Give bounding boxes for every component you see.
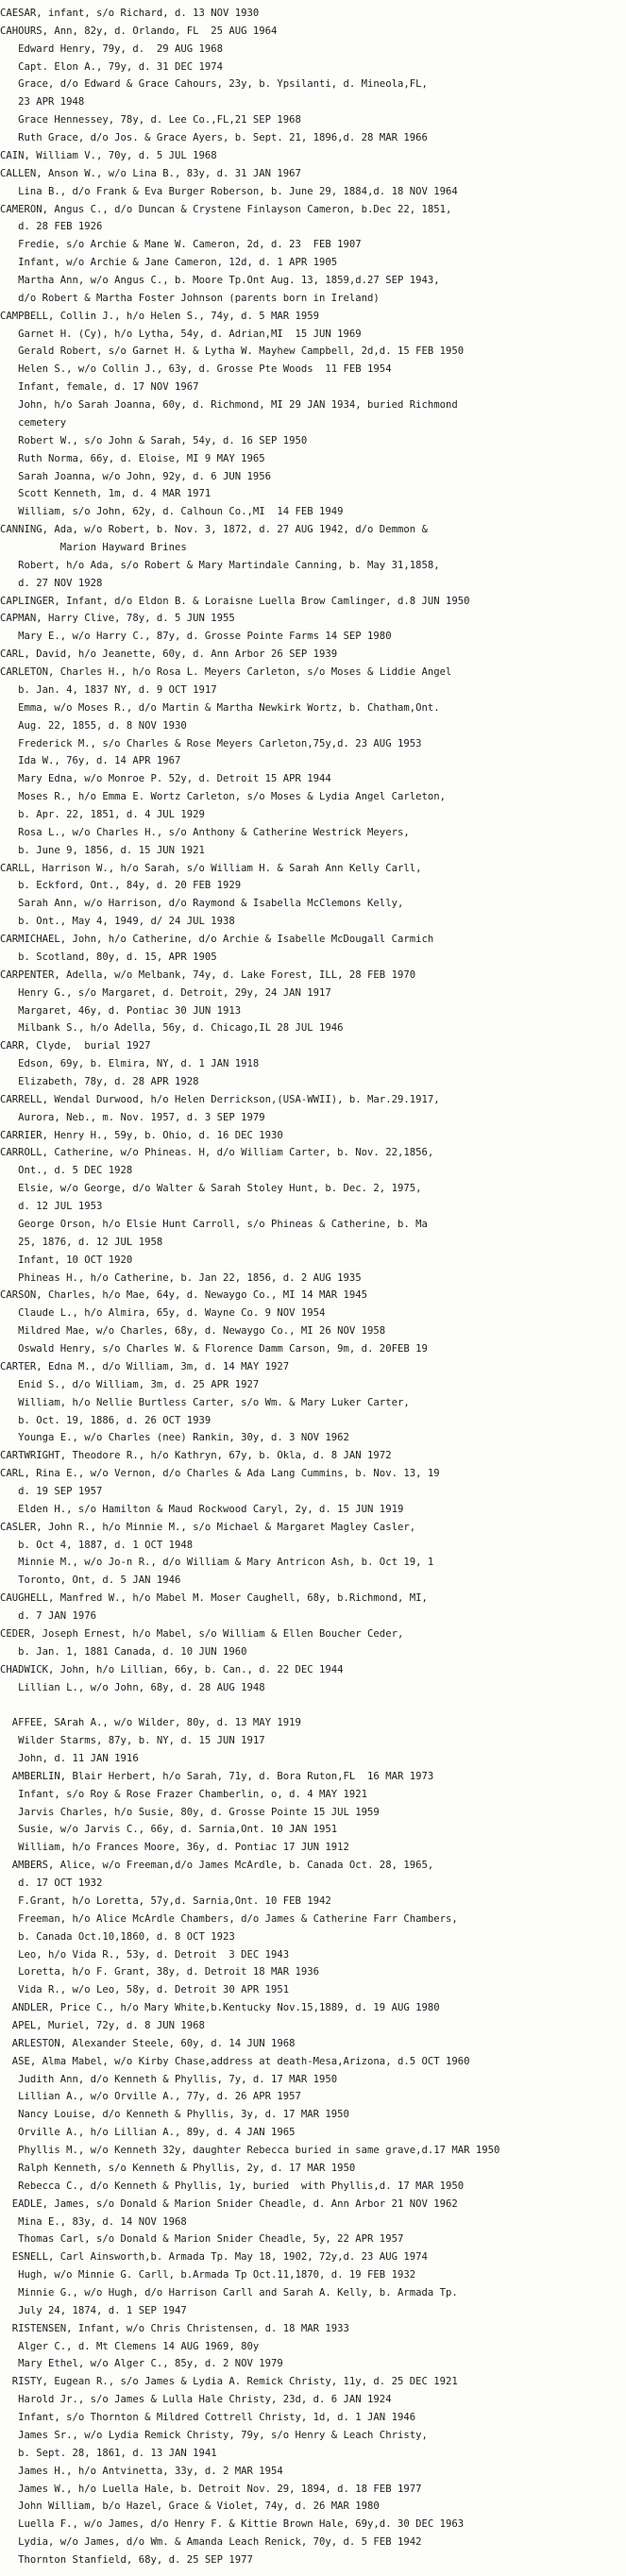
entry-line: Rosa L., w/o Charles H., s/o Anthony & Catherine Westrick Meyers,	[0, 827, 410, 838]
entry-line: Infant, w/o Archie & Jane Cameron, 12d, d. 1 APR 1905	[0, 257, 338, 268]
entry-line: AMBERS, Alice, w/o Freeman,d/o James McArdle, b. Canada Oct. 28, 1965,	[0, 1860, 434, 1871]
entry-line: CAUGHELL, Manfred W., h/o Mabel M. Moser Caughell, 68y, b.Richmond, MI,	[0, 1592, 428, 1604]
entry-line: Grace, d/o Edward & Grace Cahours, 23y, b. Ypsilanti, d. Mineola,FL,	[0, 78, 428, 90]
entry-line: Jarvis Charles, h/o Susie, 80y, d. Grosse Pointe 15 JUL 1959	[0, 1807, 380, 1818]
entry-line: Phyllis M., w/o Kenneth 32y, daughter Rebecca buried in same grave,d.17 MAR 1950	[0, 2145, 500, 2156]
entry-line: Lina B., d/o Frank & Eva Burger Roberson, b. June 29, 1884,d. 18 NOV 1964	[0, 186, 458, 197]
entry-line: RISTY, Eugean R., s/o James & Lydia A. Remick Christy, 11y, d. 25 DEC 1921	[0, 2376, 458, 2387]
entry-line: CALLEN, Anson W., w/o Lina B., 83y, d. 31 JAN 1967	[0, 168, 301, 179]
entry-line: Infant, 10 OCT 1920	[0, 1254, 133, 1266]
entry-line: Frederick M., s/o Charles & Rose Meyers Carleton,75y,d. 23 AUG 1953	[0, 738, 422, 749]
entry-line: Moses R., h/o Emma E. Wortz Carleton, s/o Moses & Lydia Angel Carleton,	[0, 791, 446, 802]
entry-line: Sarah Ann, w/o Harrison, d/o Raymond & Isabella McClemons Kelly,	[0, 898, 404, 909]
entry-line: CHADWICK, John, h/o Lillian, 66y, b. Can., d. 22 DEC 1944	[0, 1664, 344, 1675]
entry-line: CASLER, John R., h/o Minnie M., s/o Michael & Margaret Magley Casler,	[0, 1522, 416, 1533]
entry-line: cemetery	[0, 417, 67, 429]
entry-line: Loretta, h/o F. Grant, 38y, d. Detroit 18 MAR 1936	[0, 1966, 320, 1978]
entry-line: Alger C., d. Mt Clemens 14 AUG 1969, 80y	[0, 2341, 260, 2352]
entry-line: b. Oct. 19, 1886, d. 26 OCT 1939	[0, 1415, 211, 1426]
entry-line: Wilder Starms, 87y, b. NY, d. 15 JUN 1917	[0, 1735, 265, 1746]
entry-line: Thomas Carl, s/o Donald & Marion Snider Cheadle, 5y, 22 APR 1957	[0, 2233, 404, 2245]
entry-line: Mina E., 83y, d. 14 NOV 1968	[0, 2216, 187, 2228]
entry-line: Enid S., d/o William, 3m, d. 25 APR 1927	[0, 1379, 260, 1390]
entry-line: CANNING, Ada, w/o Robert, b. Nov. 3, 1872, d. 27 AUG 1942, d/o Demmon &	[0, 524, 428, 535]
entry-line: Phineas H., h/o Catherine, b. Jan 22, 1856, d. 2 AUG 1935	[0, 1272, 362, 1284]
entry-line: Aurora, Neb., m. Nov. 1957, d. 3 SEP 1979	[0, 1112, 265, 1123]
entry-line: Edson, 69y, b. Elmira, NY, d. 1 JAN 1918	[0, 1058, 260, 1069]
entry-line: Thornton Stanfield, 68y, d. 25 SEP 1977	[0, 2554, 253, 2566]
entry-line	[0, 1697, 626, 1712]
entry-line: 25, 1876, d. 12 JUL 1958	[0, 1237, 163, 1248]
entry-line: CARPENTER, Adella, w/o Melbank, 74y, d. Lake Forest, ILL, 28 FEB 1970	[0, 969, 416, 981]
entry-line: Fredie, s/o Archie & Mane W. Cameron, 2d, d. 23 FEB 1907	[0, 239, 362, 250]
entry-line: ESNELL, Carl Ainsworth,b. Armada Tp. May 18, 1902, 72y,d. 23 AUG 1974	[0, 2251, 428, 2263]
entry-line: CARR, Clyde, burial 1927	[0, 1040, 151, 1052]
entry-line: CAESAR, infant, s/o Richard, d. 13 NOV 1930	[0, 8, 260, 19]
entry-line: b. Sept. 28, 1861, d. 13 JAN 1941	[0, 2448, 217, 2459]
entry-line: CARTER, Edna M., d/o William, 3m, d. 14 MAY 1927	[0, 1361, 290, 1372]
entry-line: Milbank S., h/o Adella, 56y, d. Chicago,IL 28 JUL 1946	[0, 1022, 344, 1034]
entry-line: d. 27 NOV 1928	[0, 578, 103, 589]
entry-line: Emma, w/o Moses R., d/o Martin & Martha Newkirk Wortz, b. Chatham,Ont.	[0, 702, 440, 714]
entry-line: CAPMAN, Harry Clive, 78y, d. 5 JUN 1955	[0, 613, 235, 624]
entry-line: CARLL, Harrison W., h/o Sarah, s/o William H. & Sarah Ann Kelly Carll,	[0, 863, 422, 874]
entry-line: Hugh, w/o Minnie G. Carll, b.Armada Tp Oct.11,1870, d. 19 FEB 1932	[0, 2269, 416, 2281]
entry-line: b. Ont., May 4, 1949, d/ 24 JUL 1938	[0, 916, 235, 927]
entry-line: b. Jan. 4, 1837 NY, d. 9 OCT 1917	[0, 684, 217, 696]
entry-line: John, h/o Sarah Joanna, 60y, d. Richmond, MI 29 JAN 1934, buried Richmond	[0, 399, 458, 411]
entry-line: Sarah Joanna, w/o John, 92y, d. 6 JUN 1956	[0, 471, 272, 482]
entry-line: William, s/o John, 62y, d. Calhoun Co.,MI 14 FEB 1949	[0, 506, 344, 517]
entry-line: Infant, s/o Roy & Rose Frazer Chamberlin, o, d. 4 MAY 1921	[0, 1789, 368, 1800]
entry-line: Lydia, w/o James, d/o Wm. & Amanda Leach Renick, 70y, d. 5 FEB 1942	[0, 2536, 422, 2548]
entry-line: CAMERON, Angus C., d/o Duncan & Crystene Finlayson Cameron, b.Dec 22, 1851,	[0, 204, 452, 215]
entry-line: Vida R., w/o Leo, 58y, d. Detroit 30 APR 1951	[0, 1984, 290, 1995]
entry-line: Orville A., h/o Lillian A., 89y, d. 4 JAN 1965	[0, 2127, 296, 2138]
entry-line: CARMICHAEL, John, h/o Catherine, d/o Archie & Isabelle McDougall Carmich	[0, 934, 434, 945]
entry-line: Susie, w/o Jarvis C., 66y, d. Sarnia,Ont. 10 JAN 1951	[0, 1824, 338, 1835]
entry-line: Aug. 22, 1855, d. 8 NOV 1930	[0, 720, 187, 732]
entry-line: James Sr., w/o Lydia Remick Christy, 79y, s/o Henry & Leach Christy,	[0, 2430, 428, 2441]
entry-line: Mary E., w/o Harry C., 87y, d. Grosse Pointe Farms 14 SEP 1980	[0, 631, 392, 642]
entry-line: Harold Jr., s/o James & Lulla Hale Christy, 23d, d. 6 JAN 1924	[0, 2394, 392, 2405]
entry-line: AMBERLIN, Blair Herbert, h/o Sarah, 71y, d. Bora Ruton,FL 16 MAR 1973	[0, 1771, 434, 1782]
entry-line: b. Eckford, Ont., 84y, d. 20 FEB 1929	[0, 880, 242, 891]
entry-line: Mildred Mae, w/o Charles, 68y, d. Newaygo Co., MI 26 NOV 1958	[0, 1325, 386, 1337]
entry-line: ANDLER, Price C., h/o Mary White,b.Kentucky Nov.15,1889, d. 19 AUG 1980	[0, 2002, 440, 2013]
entry-line: Margaret, 46y, d. Pontiac 30 JUN 1913	[0, 1005, 242, 1017]
entry-line: CAPLINGER, Infant, d/o Eldon B. & Loraisne Luella Brow Camlinger, d.8 JUN 1950	[0, 596, 470, 607]
entry-line: Mary Ethel, w/o Alger C., 85y, d. 2 NOV 1979	[0, 2358, 283, 2369]
entry-line: Ruth Grace, d/o Jos. & Grace Ayers, b. Sept. 21, 1896,d. 28 MAR 1966	[0, 132, 428, 143]
entry-line: Garnet H. (Cy), h/o Lytha, 54y, d. Adrian,MI 15 JUN 1969	[0, 328, 362, 340]
entry-line: CAHOURS, Ann, 82y, d. Orlando, FL 25 AUG 1964	[0, 25, 278, 37]
entry-line: CARLETON, Charles H., h/o Rosa L. Meyers Carleton, s/o Moses & Liddie Angel	[0, 666, 452, 678]
entry-line: F.Grant, h/o Loretta, 57y,d. Sarnia,Ont. 10 FEB 1942	[0, 1895, 331, 1907]
entry-line: Oswald Henry, s/o Charles W. & Florence Damm Carson, 9m, d. 20FEB 19	[0, 1343, 428, 1355]
entry-line: ASE, Alma Mabel, w/o Kirby Chase,address at death-Mesa,Arizona, d.5 OCT 1960	[0, 2056, 470, 2067]
entry-line: Ont., d. 5 DEC 1928	[0, 1165, 133, 1176]
entry-line: b. Apr. 22, 1851, d. 4 JUL 1929	[0, 809, 205, 820]
entry-line: b. Oct 4, 1887, d. 1 OCT 1948	[0, 1540, 194, 1551]
entry-line: d. 12 JUL 1953	[0, 1201, 103, 1212]
entry-line: Edward Henry, 79y, d. 29 AUG 1968	[0, 43, 223, 55]
entry-line: d/o Robert & Martha Foster Johnson (parents born in Ireland)	[0, 293, 380, 304]
entry-line: Elden H., s/o Hamilton & Maud Rockwood Caryl, 2y, d. 15 JUN 1919	[0, 1504, 404, 1515]
entry-line: Lillian L., w/o John, 68y, d. 28 AUG 1948	[0, 1682, 265, 1693]
entry-line: d. 7 JAN 1976	[0, 1610, 97, 1622]
entry-line: Claude L., h/o Almira, 65y, d. Wayne Co. 9 NOV 1954	[0, 1307, 326, 1319]
entry-line: ARLESTON, Alexander Steele, 60y, d. 14 JUN 1968	[0, 2038, 296, 2049]
entry-line: Nancy Louise, d/o Kenneth & Phyllis, 3y, d. 17 MAR 1950	[0, 2109, 349, 2120]
entry-line: APEL, Muriel, 72y, d. 8 JUN 1968	[0, 2020, 205, 2031]
entry-line: CARL, David, h/o Jeanette, 60y, d. Ann Arbor 26 SEP 1939	[0, 648, 338, 660]
entry-line: Judith Ann, d/o Kenneth & Phyllis, 7y, d. 17 MAR 1950	[0, 2074, 338, 2085]
entry-line: CARRIER, Henry H., 59y, b. Ohio, d. 16 DEC 1930	[0, 1130, 283, 1141]
entry-line: b. June 9, 1856, d. 15 JUN 1921	[0, 845, 205, 856]
entry-line: CAIN, William V., 70y, d. 5 JUL 1968	[0, 150, 217, 161]
entry-line: AFFEE, SArah A., w/o Wilder, 80y, d. 13 MAY 1919	[0, 1717, 301, 1728]
entry-line: Helen S., w/o Collin J., 63y, d. Grosse Pte Woods 11 FEB 1954	[0, 363, 392, 375]
entry-line: d. 28 FEB 1926	[0, 221, 103, 232]
entry-line: Martha Ann, w/o Angus C., b. Moore Tp.Ont Aug. 13, 1859,d.27 SEP 1943,	[0, 275, 440, 286]
entry-line: 23 APR 1948	[0, 96, 85, 108]
entry-line: Scott Kenneth, 1m, d. 4 MAR 1971	[0, 488, 211, 499]
entry-line: Rebecca C., d/o Kenneth & Phyllis, 1y, buried with Phyllis,d. 17 MAR 1950	[0, 2180, 465, 2192]
entry-line: Younga E., w/o Charles (nee) Rankin, 30y, d. 3 NOV 1962	[0, 1432, 349, 1443]
entry-line: Minnie M., w/o Jo-n R., d/o William & Mary Antricon Ash, b. Oct 19, 1	[0, 1557, 434, 1568]
entry-line: Freeman, h/o Alice McArdle Chambers, d/o James & Catherine Farr Chambers,	[0, 1913, 458, 1925]
entry-line: CARRELL, Wendal Durwood, h/o Helen Derrickson,(USA-WWII), b. Mar.29.1917,	[0, 1094, 440, 1105]
entry-line: John, d. 11 JAN 1916	[0, 1753, 139, 1764]
entry-line: James H., h/o Antvinetta, 33y, d. 2 MAR 1954	[0, 2466, 283, 2477]
entry-line: EADLE, James, s/o Donald & Marion Snider Cheadle, d. Ann Arbor 21 NOV 1962	[0, 2198, 458, 2210]
entry-line: Luella F., w/o James, d/o Henry F. & Kittie Brown Hale, 69y,d. 30 DEC 1963	[0, 2518, 465, 2530]
entry-line: William, h/o Frances Moore, 36y, d. Pontiac 17 JUN 1912	[0, 1842, 349, 1853]
entry-line: CARSON, Charles, h/o Mae, 64y, d. Newaygo Co., MI 14 MAR 1945	[0, 1289, 368, 1301]
entry-line: Gerald Robert, s/o Garnet H. & Lytha W. Mayhew Campbell, 2d,d. 15 FEB 1950	[0, 345, 465, 357]
entry-line: Grace Hennessey, 78y, d. Lee Co.,FL,21 SEP 1968	[0, 114, 301, 126]
entry-line: Robert, h/o Ada, s/o Robert & Mary Martindale Canning, b. May 31,1858,	[0, 560, 440, 571]
entry-line: Marion Hayward Brines	[0, 542, 187, 553]
entry-line: Toronto, Ont, d. 5 JAN 1946	[0, 1574, 181, 1586]
entry-line: Leo, h/o Vida R., 53y, d. Detroit 3 DEC 1943	[0, 1949, 290, 1961]
entry-line: Elsie, w/o George, d/o Walter & Sarah Stoley Hunt, b. Dec. 2, 1975,	[0, 1183, 422, 1194]
entry-line: CAMPBELL, Collin J., h/o Helen S., 74y, d. 5 MAR 1959	[0, 311, 320, 322]
entry-line: CARL, Rina E., w/o Vernon, d/o Charles & Ada Lang Cummins, b. Nov. 13, 19	[0, 1468, 440, 1479]
entry-line: Infant, s/o Thornton & Mildred Cottrell Christy, 1d, d. 1 JAN 1946	[0, 2412, 416, 2423]
entry-line: Ruth Norma, 66y, d. Eloise, MI 9 MAY 1965	[0, 453, 265, 464]
entry-line: Henry G., s/o Margaret, d. Detroit, 29y, 24 JAN 1917	[0, 987, 331, 999]
entry-line: John William, b/o Hazel, Grace & Violet, 74y, d. 26 MAR 1980	[0, 2500, 380, 2512]
entry-line: Elizabeth, 78y, d. 28 APR 1928	[0, 1076, 199, 1087]
entry-line: b. Jan. 1, 1881 Canada, d. 10 JUN 1960	[0, 1646, 247, 1658]
entry-line: Robert W., s/o John & Sarah, 54y, d. 16 SEP 1950	[0, 435, 308, 446]
entry-line: d. 17 OCT 1932	[0, 1877, 103, 1889]
entry-line: Ralph Kenneth, s/o Kenneth & Phyllis, 2y, d. 17 MAR 1950	[0, 2163, 356, 2174]
entry-line: James W., h/o Luella Hale, b. Detroit Nov. 29, 1894, d. 18 FEB 1977	[0, 2483, 422, 2495]
entry-line: Minnie G., w/o Hugh, d/o Harrison Carll and Sarah A. Kelly, b. Armada Tp.	[0, 2287, 458, 2298]
entry-line: CEDER, Joseph Ernest, h/o Mabel, s/o William & Ellen Boucher Ceder,	[0, 1628, 404, 1640]
entry-line: William, h/o Nellie Burtless Carter, s/o Wm. & Mary Luker Carter,	[0, 1397, 410, 1408]
entry-line: Lillian A., w/o Orville A., 77y, d. 26 APR 1957	[0, 2091, 301, 2102]
entry-line: Mary Edna, w/o Monroe P. 52y, d. Detroit 15 APR 1944	[0, 773, 331, 784]
entry-line: Infant, female, d. 17 NOV 1967	[0, 381, 199, 393]
entry-line: b. Canada Oct.10,1860, d. 8 OCT 1923	[0, 1931, 235, 1943]
entry-line: George Orson, h/o Elsie Hunt Carroll, s/o Phineas & Catherine, b. Ma	[0, 1219, 428, 1230]
entry-line: RISTENSEN, Infant, w/o Chris Christensen, d. 18 MAR 1933	[0, 2323, 349, 2334]
entry-line: July 24, 1874, d. 1 SEP 1947	[0, 2305, 187, 2316]
entry-line: CARROLL, Catherine, w/o Phineas. H, d/o William Carter, b. Nov. 22,1856,	[0, 1147, 434, 1158]
entry-line: Capt. Elon A., 79y, d. 31 DEC 1974	[0, 61, 223, 73]
entry-line: d. 19 SEP 1957	[0, 1486, 103, 1497]
entry-line: b. Scotland, 80y, d. 15, APR 1905	[0, 951, 217, 963]
entry-line: Ida W., 76y, d. 14 APR 1967	[0, 755, 181, 766]
entry-line: CARTWRIGHT, Theodore R., h/o Kathryn, 67y, b. Okla, d. 8 JAN 1972	[0, 1450, 392, 1461]
